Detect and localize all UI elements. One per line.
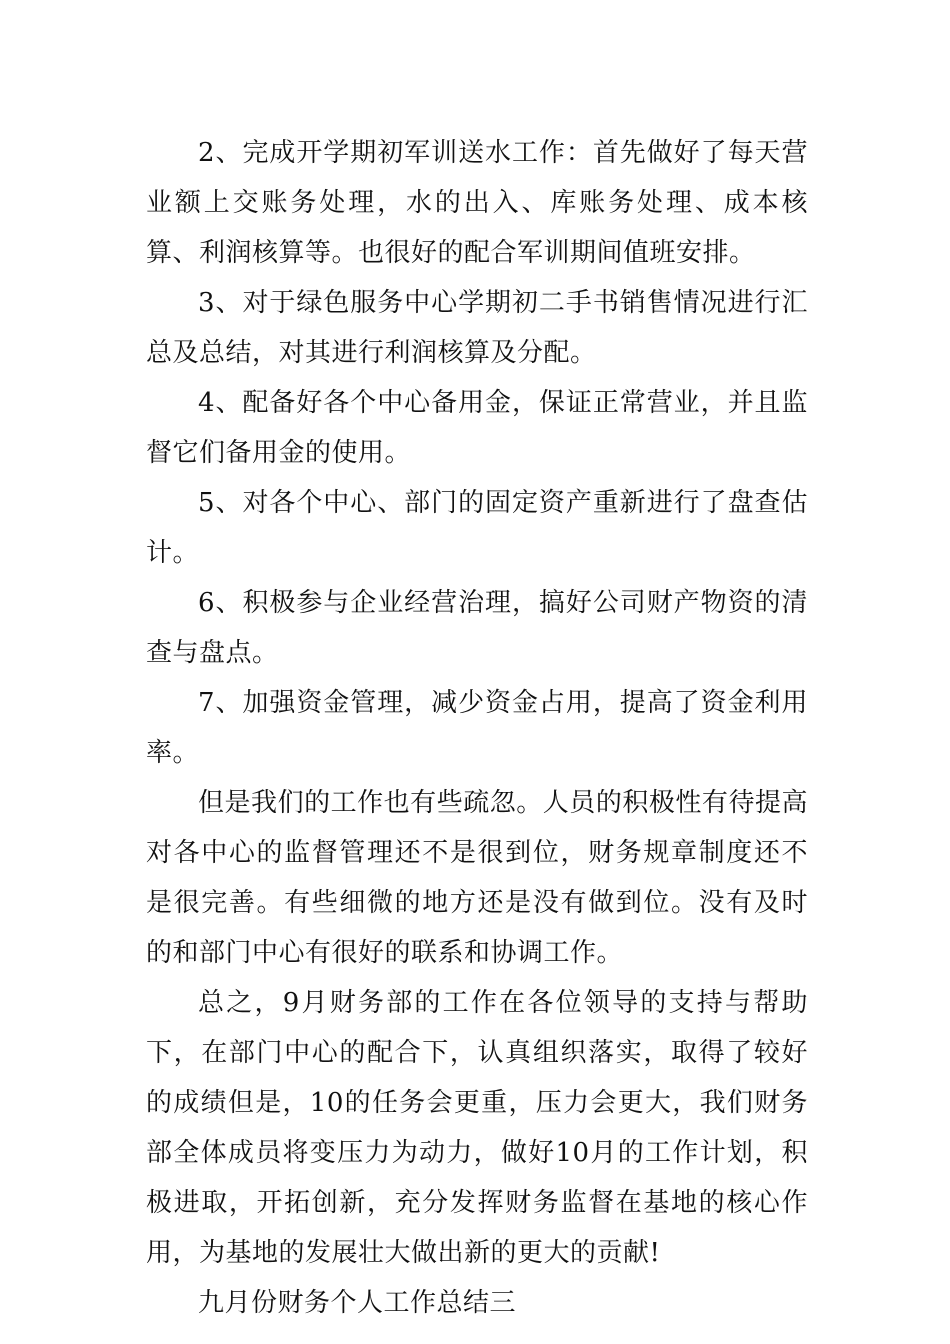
paragraph-item-6: 6、积极参与企业经营治理，搞好公司财产物资的清查与盘点。 [146,588,808,668]
paragraph-item-4: 4、配备好各个中心备用金，保证正常营业，并且监督它们备用金的使用。 [146,388,808,468]
paragraph-shortcomings: 但是我们的工作也有些疏忽。人员的积极性有待提高对各中心的监督管理还不是很到位，财务规章制度还不是很完善。有些细微的地方还是没有做到位。没有及时的和部门中心有很好的联系和协调工作。 [146,788,808,968]
paragraph-item-3: 3、对于绿色服务中心学期初二手书销售情况进行汇总及总结，对其进行利润核算及分配。 [146,288,808,368]
section-heading: 九月份财务个人工作总结三 [198,1288,517,1318]
paragraph-item-2: 2、完成开学期初军训送水工作：首先做好了每天营业额上交账务处理，水的出入、库账务处理、成本核算、利润核算等。也很好的配合军训期间值班安排。 [146,138,808,268]
paragraph-item-7: 7、加强资金管理，减少资金占用，提高了资金利用率。 [146,688,808,768]
paragraph-conclusion: 总之，9月财务部的工作在各位领导的支持与帮助下，在部门中心的配合下，认真组织落实，取得了较好的成绩但是，10的任务会更重，压力会更大，我们财务部全体成员将变压力为动力，做好10月的工作计划，积极进取，开拓创新，充分发挥财务监督在基地的核心作用，为基地的发展壮大做出新的更大的贡献! [146,988,808,1268]
document-body [146,128,808,1328]
paragraph-item-5: 5、对各个中心、部门的固定资产重新进行了盘查估计。 [146,488,808,568]
